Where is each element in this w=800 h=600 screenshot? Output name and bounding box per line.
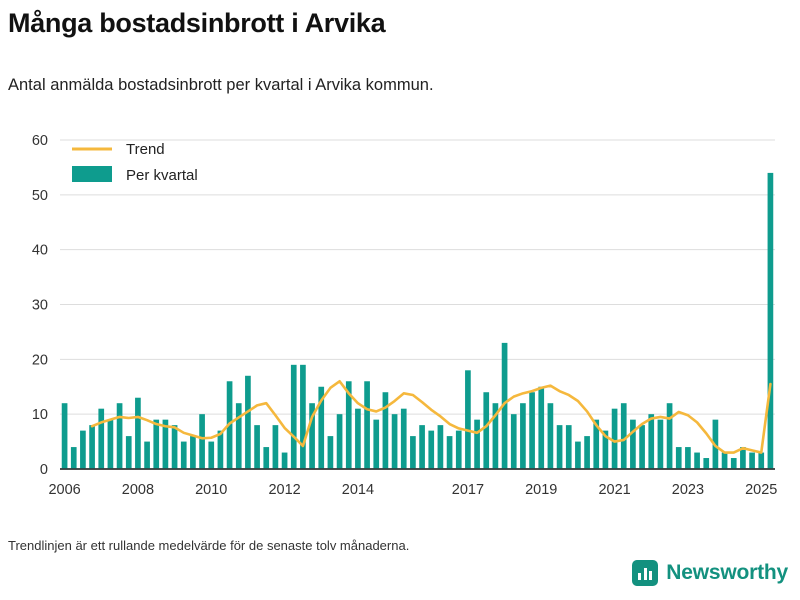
brand-name: Newsworthy bbox=[666, 561, 788, 584]
chart-bar bbox=[722, 453, 728, 469]
chart-bar bbox=[282, 453, 288, 469]
chart-bar bbox=[456, 431, 462, 469]
chart-bar bbox=[685, 447, 691, 469]
chart-bar bbox=[328, 436, 334, 469]
bar-chart-icon bbox=[632, 560, 658, 586]
chart-footnote: Trendlinjen är ett rullande medelvärde för de senaste tolv månaderna. bbox=[8, 538, 410, 553]
chart-bar bbox=[612, 409, 618, 469]
chart-bar bbox=[520, 403, 526, 469]
chart-bar bbox=[300, 365, 306, 469]
chart-bar bbox=[483, 392, 489, 469]
page-subtitle: Antal anmälda bostadsinbrott per kvartal i Arvika kommun. bbox=[8, 76, 434, 94]
chart-bar bbox=[89, 425, 95, 469]
x-tick-label: 2008 bbox=[121, 482, 155, 498]
chart-bar bbox=[557, 425, 563, 469]
y-tick-label: 30 bbox=[31, 297, 48, 314]
chart-bar bbox=[218, 431, 224, 469]
x-tick-label: 2010 bbox=[195, 482, 228, 498]
y-tick-label: 60 bbox=[31, 133, 48, 149]
chart-bar bbox=[172, 425, 178, 469]
page-title: Många bostadsinbrott i Arvika bbox=[8, 8, 386, 38]
chart-bar bbox=[465, 370, 471, 469]
chart-bar bbox=[648, 414, 654, 469]
y-tick-label: 50 bbox=[31, 187, 48, 204]
y-tick-label: 20 bbox=[31, 352, 48, 369]
chart-bar bbox=[392, 414, 398, 469]
chart-bar bbox=[428, 431, 434, 469]
chart-bar bbox=[639, 425, 645, 469]
chart-bar bbox=[703, 458, 709, 469]
chart-bar bbox=[273, 425, 279, 469]
chart-bar bbox=[566, 425, 572, 469]
chart-bar bbox=[419, 425, 425, 469]
chart-legend bbox=[72, 141, 198, 184]
legend-label-per-kvartal: Per kvartal bbox=[126, 167, 198, 184]
y-tick-label: 10 bbox=[31, 407, 48, 424]
chart-bar bbox=[254, 425, 260, 469]
brand-logo bbox=[632, 560, 788, 586]
chart-bar bbox=[190, 436, 196, 469]
chart-bar bbox=[548, 403, 554, 469]
chart-bar bbox=[768, 173, 774, 469]
legend-label-trend: Trend bbox=[126, 141, 165, 158]
chart-bar bbox=[694, 453, 700, 469]
x-tick-label: 2021 bbox=[598, 482, 631, 498]
chart-bar bbox=[80, 431, 86, 469]
chart-bar bbox=[337, 414, 343, 469]
chart-bar bbox=[245, 376, 251, 469]
chart-bar bbox=[438, 425, 444, 469]
x-tick-label: 2014 bbox=[341, 482, 375, 498]
chart-bar bbox=[621, 403, 627, 469]
y-tick-label: 0 bbox=[39, 462, 48, 478]
chart-container bbox=[0, 120, 800, 510]
chart-bar bbox=[144, 442, 150, 469]
chart-bar bbox=[108, 420, 114, 469]
chart-bar bbox=[511, 414, 517, 469]
chart-bar bbox=[236, 403, 242, 469]
bar-chart bbox=[0, 120, 800, 510]
chart-bar bbox=[153, 420, 159, 469]
chart-bar bbox=[575, 442, 581, 469]
chart-bar bbox=[474, 420, 480, 469]
chart-bar bbox=[749, 453, 755, 469]
chart-bar bbox=[117, 403, 123, 469]
x-axis-labels bbox=[48, 482, 777, 498]
chart-bar bbox=[538, 387, 544, 469]
chart-bar bbox=[529, 392, 535, 469]
chart-bar bbox=[135, 398, 141, 469]
chart-bar bbox=[126, 436, 132, 469]
chart-bar bbox=[98, 409, 104, 469]
chart-bar bbox=[447, 436, 453, 469]
chart-bar bbox=[355, 409, 361, 469]
legend-bar-swatch bbox=[72, 166, 112, 182]
x-tick-label: 2023 bbox=[671, 482, 705, 498]
chart-bar bbox=[71, 447, 77, 469]
x-tick-label: 2012 bbox=[268, 482, 301, 498]
chart-bar bbox=[630, 420, 636, 469]
chart-bar bbox=[401, 409, 407, 469]
x-tick-label: 2019 bbox=[525, 482, 558, 498]
chart-bar bbox=[383, 392, 389, 469]
x-tick-label: 2025 bbox=[745, 482, 778, 498]
chart-bar bbox=[676, 447, 682, 469]
chart-bar bbox=[199, 414, 205, 469]
chart-bar bbox=[208, 442, 214, 469]
chart-bar bbox=[410, 436, 416, 469]
y-tick-label: 40 bbox=[31, 242, 48, 259]
chart-bar bbox=[758, 453, 764, 469]
x-tick-label: 2006 bbox=[48, 482, 81, 498]
chart-bar bbox=[373, 420, 379, 469]
chart-bar bbox=[263, 447, 269, 469]
chart-bar bbox=[658, 420, 664, 469]
chart-bar bbox=[62, 403, 68, 469]
x-tick-label: 2017 bbox=[451, 482, 485, 498]
chart-bar bbox=[291, 365, 297, 469]
chart-bar bbox=[667, 403, 673, 469]
chart-bar bbox=[731, 458, 737, 469]
y-axis-labels bbox=[32, 133, 48, 478]
chart-bar bbox=[584, 436, 590, 469]
chart-bars bbox=[62, 173, 774, 469]
chart-bar bbox=[364, 381, 370, 469]
chart-bar bbox=[181, 442, 187, 469]
